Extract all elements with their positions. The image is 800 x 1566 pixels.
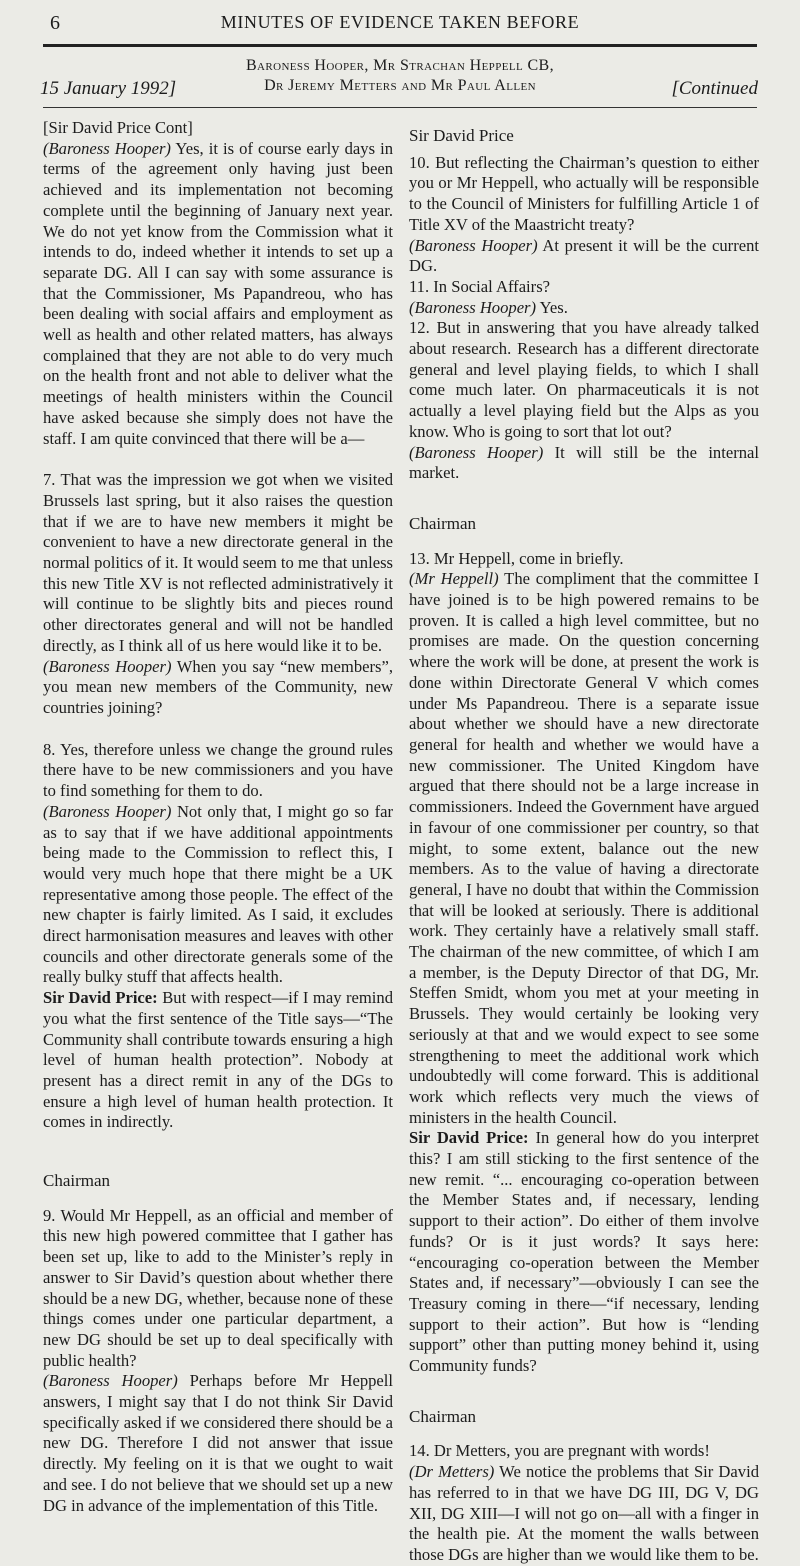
- speaker-name: (Baroness Hooper): [409, 297, 537, 317]
- sir-david-price-heading: Sir David Price: [409, 126, 514, 145]
- paragraph: [43, 988, 393, 1133]
- paragraph-text: The compliment that the committee I have joined is to be high powered remains to be proven. It is called a high level committee, but no promises are made. On the question concerning where the work will be done, at present the work is done within Directorate General V which comes under Ms Papandreou. There is a separate issue about whether we should have a new directorate general for health and whether we would have a new commissioner. The United Kingdom have argued that there should not be a large increase in commissioners. Indeed the Government have argued in favour of one commissioner per country, so that might, to some extent, balance out the new members. As to the value of having a directorate general, I have no doubt that within the Commission that will be looked at seriously. There is additional work. They certainly have a relatively small staff. The chairman of the new committee, of which I am a member, is the Deputy Director of that DG, Mr. Steffen Smidt, whom you met at your meeting in Brussels. They would certainly be looking very seriously at that and we would expect to see some strengthening to meet the additional work which undoubtedly will come forward. This is additional work which reflects very much the views of ministers in the health Council.: [409, 569, 759, 1127]
- speaker-name: Sir David Price:: [43, 988, 158, 1008]
- paragraph-text: It will still be the internal market.: [409, 442, 760, 483]
- speaker-name: (Baroness Hooper): [43, 656, 172, 676]
- paragraph-text: Perhaps before Mr Heppell answers, I might say that I do not think Sir David specifically asked if we considered there should be a new DG. Therefore I did not answer that issue directly. My feeling on it is that we ought to wait and see. I do not believe that we should set up a new DG in advance of the implementation of this Title.: [43, 1371, 393, 1515]
- paragraph: [409, 298, 759, 319]
- question-paragraph: 7. That was the impression we got when we visited Brussels last spring, but it also raises the question that if we are to have new members it might be convenient to have a new directorate general in the normal politics of it. It would seem to me that unless this new Title XV is not reflected administratively it will continue to be slightly bits and pieces round other directorates general and will not be handled directly, as I think all of us here would like it to be.: [43, 470, 393, 655]
- header-rule: [43, 107, 757, 108]
- question-paragraph: 9. Would Mr Heppell, as an official and member of this new high powered committee that I gather has been set up, like to add to the Minister’s reply in answer to Sir David’s question about whether there should be a new DG, whether, because none of these things comes under one particular department, a new DG should be set up to deal specifically with public health?: [43, 1205, 393, 1370]
- chairman-heading: Chairman: [409, 513, 477, 533]
- speaker-name: Sir David Price:: [409, 1128, 529, 1148]
- paragraph: [409, 1462, 759, 1566]
- speaker-name: (Baroness Hooper): [43, 138, 171, 158]
- speaker-name: (Dr Metters): [409, 1462, 495, 1482]
- paragraph: [409, 236, 759, 277]
- paragraph-text: At present it will be the current DG.: [409, 235, 759, 276]
- witnesses-line-2: Dr Jeremy Metters and Mr Paul Allen: [264, 77, 536, 94]
- top-rule: [43, 44, 757, 47]
- paragraph: [409, 569, 759, 1128]
- question-paragraph: 14. Dr Metters, you are pregnant with words!: [409, 1441, 710, 1461]
- question-paragraph: 10. But reflecting the Chairman’s question to either you or Mr Heppell, who actually will be responsible to the Council of Ministers for fulfilling Article 1 of Title XV of the Maastricht treaty?: [409, 152, 759, 234]
- paragraph: [43, 1371, 393, 1516]
- speaker-name: (Baroness Hooper): [43, 801, 172, 821]
- witnesses-line-1: Baroness Hooper, Mr Strachan Heppell CB,: [245, 57, 555, 74]
- running-title: MINUTES OF EVIDENCE TAKEN BEFORE: [220, 12, 580, 32]
- paragraph-text: Yes.: [536, 297, 568, 317]
- paragraph-text: We notice the problems that Sir David has referred to in that we have DG III, DG V, DG XII, DG XIII—I will not go on—all with a finger in the health pie. At the moment the walls between those DGs are higher than we would like them to be.: [409, 1462, 759, 1564]
- paragraph: [43, 802, 393, 988]
- question-paragraph: 12. But in answering that you have already talked about research. Research has a different directorate general and level playing fields, to which I shall come much later. On pharmaceuticals it is not actually a level playing field but the Alps as you know. Who is going to sort that lot out?: [409, 318, 759, 441]
- session-date: 15 January 1992]: [40, 78, 177, 99]
- right-column: [409, 118, 759, 1566]
- paragraph-text: In general how do you interpret this? I am still sticking to the first sentence of the new remit. “... encouraging co-operation between the Member States and, if necessary, lending support to their action”. Do either of them involve funds? Or is it just words? It says here: “encouraging co-operation between the Member States and, if necessary”—obviously I can see the Treasury coming in there—“if necessary, lending support to their action”. But how is “lending support” other than putting money behind it, using Community funds?: [409, 1128, 759, 1376]
- speaker-name: (Baroness Hooper): [43, 1371, 178, 1391]
- continued-label: [Continued: [671, 78, 758, 99]
- paragraph-text: When you say “new members”, you mean new members of the Community, new countries joining?: [43, 656, 393, 717]
- speaker-name: (Baroness Hooper): [409, 442, 544, 462]
- chairman-heading: Chairman: [43, 1171, 111, 1191]
- left-column: [43, 118, 393, 1516]
- paragraph: [43, 139, 393, 450]
- chairman-heading: Chairman: [409, 1406, 477, 1426]
- paragraph: [43, 657, 393, 719]
- speaker-name: (Mr Heppell): [409, 569, 499, 589]
- witnesses-header: [230, 56, 570, 96]
- paragraph: [409, 443, 759, 484]
- question-paragraph: 8. Yes, therefore unless we change the ground rules there have to be new commissioners and you have to find something for them to do.: [43, 739, 393, 801]
- paragraph-text: Not only that, I might go so far as to say that if we have additional appointments being made to the Commission to reflect this, I would very much hope that there might be a UK representative among those people. The effect of the new chapter is fairly limited. As I said, it excludes direct harmonisation measures and leaves with other councils and other directorate generals some of the really bulky stuff that affects health.: [43, 801, 394, 987]
- question-paragraph: 13. Mr Heppell, come in briefly.: [409, 548, 624, 568]
- paragraph-text: But with respect—if I may remind you what the first sentence of the Title says—“The Community shall contribute towards ensuring a high level of human health protection”. Nobody at present has a direct remit in any of the DGs to ensure a high level of human health protection. It comes in indirectly.: [43, 988, 393, 1132]
- page-number: 6: [50, 12, 60, 34]
- paragraph: [409, 1128, 759, 1376]
- speaker-continued-label: [Sir David Price Cont]: [43, 118, 193, 137]
- question-paragraph: 11. In Social Affairs?: [409, 276, 551, 296]
- speaker-name: (Baroness Hooper): [409, 235, 538, 255]
- paragraph-text: Yes, it is of course early days in terms of the agreement only having just been achieved and its implementation not becoming complete until the beginning of January next year. We do not yet know from the Commission what it intends to do, indeed whether it intends to set up a separate DG. All I can say with some assurance is that the Commissioner, Ms Papandreou, who has been dealing with social affairs and employment as well as health and other related matters, has always complained that they are not able to do very much on the health front and not able to deliver what the meetings of health ministers within the Council have asked because she simply does not have the staff. I am quite convinced that there will be a—: [43, 138, 394, 448]
